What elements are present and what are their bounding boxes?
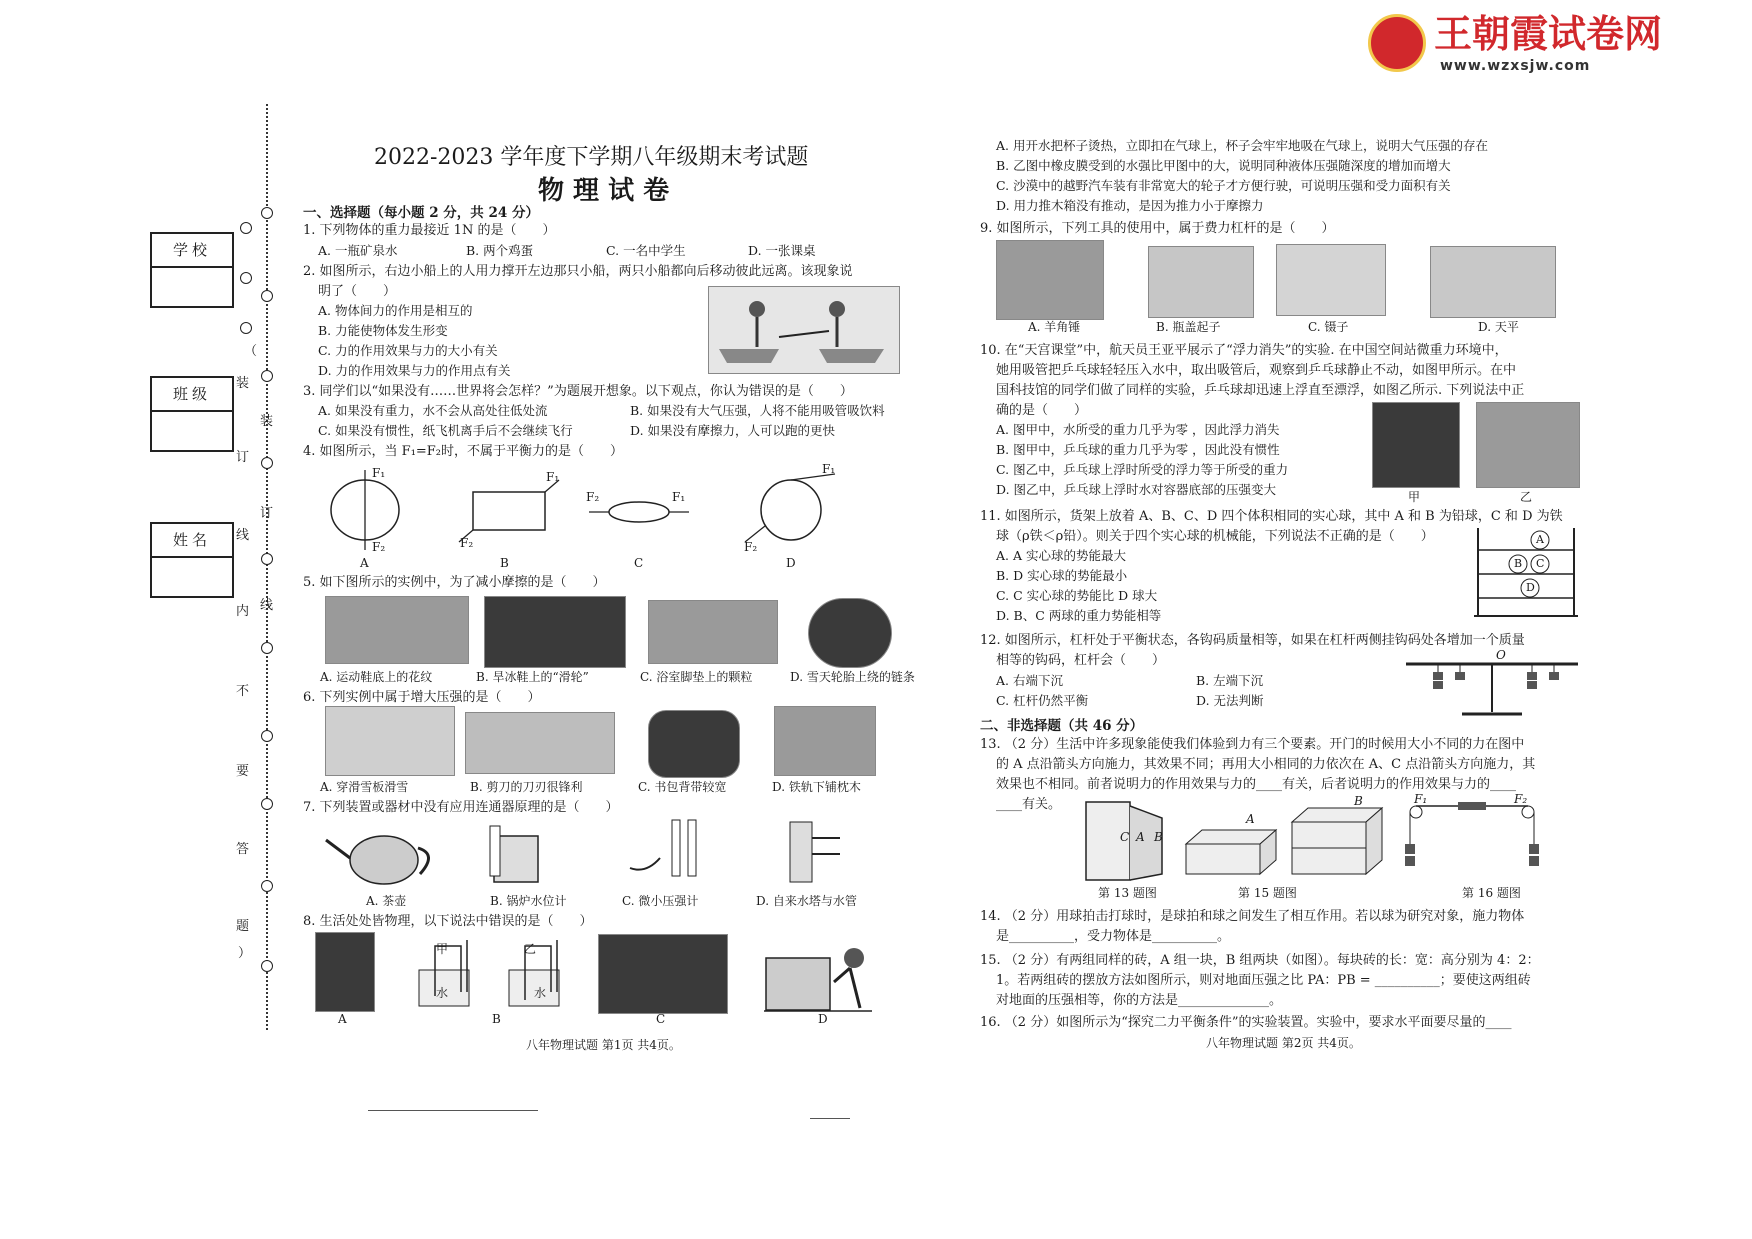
figure-label: 甲 bbox=[436, 942, 449, 956]
photo-caption: C. 浴室脚垫上的颗粒 bbox=[640, 670, 753, 684]
question-stem: ____有关。 bbox=[996, 797, 1062, 812]
force-label: F₂ bbox=[372, 540, 386, 554]
binding-text: ） bbox=[238, 946, 252, 961]
binding-text: 装 bbox=[236, 376, 250, 391]
photo-caption: 乙 bbox=[1520, 490, 1533, 504]
bottle-opener-photo bbox=[1148, 246, 1254, 318]
page-footer: 八年物理试题 第1页 共4页。 bbox=[526, 1038, 681, 1052]
question-stem: 是__________，受力物体是__________。 bbox=[996, 929, 1231, 944]
force-label: F₁ bbox=[1414, 792, 1428, 806]
space-station-photo bbox=[1372, 402, 1460, 488]
figure-caption: 第 16 题图 bbox=[1462, 886, 1521, 900]
figure-label: 水 bbox=[436, 986, 449, 1000]
photo-caption: B. 剪刀的刀刃很锋利 bbox=[470, 780, 583, 794]
school-label: 学校 bbox=[152, 234, 232, 268]
binding-ring bbox=[240, 272, 252, 284]
lever-figure bbox=[1402, 650, 1582, 718]
question-stem: 14. （2 分）用球拍击打球时，是球拍和球之间发生了相互作用。若以球为研究对象，施力物体 bbox=[980, 909, 1525, 924]
binding-text: 线 bbox=[260, 598, 274, 613]
door-label: C bbox=[1120, 830, 1130, 844]
question-stem: 对地面的压强相等，你的方法是______________。 bbox=[996, 993, 1283, 1008]
figure-caption: 第 13 题图 bbox=[1098, 886, 1157, 900]
box-pushing-figure bbox=[764, 934, 874, 1014]
question-stem: 9. 如图所示，下列工具的使用中，属于费力杠杆的是（ ） bbox=[980, 221, 1335, 236]
question-stem: 11. 如图所示，货架上放着 A、B、C、D 四个体积相同的实心球，其中 A 和 B 为铅球，C 和 D 为铁 bbox=[980, 509, 1563, 524]
ball-label: B bbox=[1514, 557, 1523, 570]
option: C. 图乙中，乒乓球上浮时所受的浮力等于所受的重力 bbox=[996, 462, 1289, 477]
device-caption: A. 茶壶 bbox=[366, 894, 407, 908]
pivot-label: O bbox=[1496, 648, 1506, 662]
binding-ring bbox=[261, 207, 273, 219]
question-stem: 5. 如下图所示的实例中，为了减小摩擦的是（ ） bbox=[303, 575, 606, 590]
option: D. 无法判断 bbox=[1196, 693, 1264, 708]
option: C. 如果没有惯性，纸飞机离手后不会继续飞行 bbox=[318, 423, 573, 438]
shelf-figure bbox=[1474, 528, 1578, 618]
binding-ring bbox=[261, 457, 273, 469]
class-label: 班级 bbox=[152, 378, 232, 412]
binding-ring bbox=[240, 222, 252, 234]
binding-ring bbox=[261, 960, 273, 972]
binding-text: （ bbox=[244, 344, 258, 359]
binding-ring bbox=[261, 880, 273, 892]
roller-skate-photo bbox=[484, 596, 626, 668]
offroad-car-photo bbox=[598, 934, 728, 1014]
question-stem: 12. 如图所示，杠杆处于平衡状态，各钩码质量相等，如果在杠杆两侧挂钩码处各增加一个质量 bbox=[980, 633, 1525, 648]
binding-text: 内 bbox=[236, 604, 250, 619]
question-stem: 的 A 点沿箭头方向施力，其效果不同；再用大小相同的力依次在 A、C 点沿箭头方向施力，其 bbox=[996, 757, 1536, 772]
option: C. 沙漠中的越野汽车装有非常宽大的轮子才方便行驶，可说明压强和受力面积有关 bbox=[996, 178, 1451, 193]
figure-label: 水 bbox=[534, 986, 547, 1000]
photo-caption: B. 瓶盖起子 bbox=[1156, 320, 1221, 334]
question-stem: 3. 同学们以“如果没有……世界将会怎样？”为题展开想象。以下观点，你认为错误的是（ ） bbox=[303, 384, 853, 399]
question-stem: 1. 下列物体的重力最接近 1N 的是（ ） bbox=[303, 223, 556, 238]
binding-ring bbox=[261, 798, 273, 810]
tweezers-photo bbox=[1276, 244, 1386, 316]
option: C. C 实心球的势能比 D 球大 bbox=[996, 588, 1158, 603]
binding-ring bbox=[240, 322, 252, 334]
scissors-photo bbox=[465, 712, 615, 774]
claw-hammer-photo bbox=[996, 240, 1104, 320]
binding-ring bbox=[261, 553, 273, 565]
option: B. 力能使物体发生形变 bbox=[318, 323, 448, 338]
device-caption: B. 锅炉水位计 bbox=[490, 894, 567, 908]
option: D. 一张课桌 bbox=[748, 243, 816, 258]
binding-text: 线 bbox=[236, 528, 250, 543]
binding-text: 订 bbox=[260, 506, 274, 521]
bath-mat-photo bbox=[648, 600, 778, 664]
force-diagrams bbox=[315, 462, 855, 560]
photo-caption: A. 运动鞋底上的花纹 bbox=[320, 670, 433, 684]
option: C. 杠杆仍然平衡 bbox=[996, 693, 1089, 708]
option: D. 如果没有摩擦力，人可以跑的更快 bbox=[630, 423, 836, 438]
snow-chain-tire-photo bbox=[808, 598, 892, 668]
force-label: F₂ bbox=[744, 540, 758, 554]
binding-text: 装 bbox=[260, 414, 274, 429]
option: A. 一瓶矿泉水 bbox=[318, 243, 398, 258]
option: A. 物体间力的作用是相互的 bbox=[318, 303, 473, 318]
binding-text: 不 bbox=[236, 684, 250, 699]
binding-text: 答 bbox=[236, 842, 250, 857]
question-stem: 确的是（ ） bbox=[996, 403, 1088, 418]
photo-caption: C. 书包背带较宽 bbox=[638, 780, 727, 794]
question-stem: 4. 如图所示，当 F₁=F₂时，不属于平衡力的是（ ） bbox=[303, 444, 624, 459]
option: B. D 实心球的势能最小 bbox=[996, 568, 1128, 583]
binding-ring bbox=[261, 370, 273, 382]
question-stem: 2. 如图所示，右边小船上的人用力撑开左边那只小船，两只小船都向后移动彼此远离。该现象说 bbox=[303, 264, 853, 279]
option: B. 乙图中橡皮膜受到的水强比甲图中的大，说明同种液体压强随深度的增加而增大 bbox=[996, 158, 1451, 173]
photo-caption: C. 镊子 bbox=[1308, 320, 1349, 334]
door-label: A bbox=[1136, 830, 1145, 844]
logo-name: 王朝霞试卷网 bbox=[1434, 12, 1663, 56]
question-stem: 明了（ ） bbox=[318, 284, 397, 299]
two-force-balance-figure bbox=[1402, 800, 1542, 884]
option: A. 用开水把杯子烫热，立即扣在气球上，杯子会牢牢地吸在气球上，说明大气压强的存在 bbox=[996, 138, 1488, 153]
brick-label: B bbox=[1354, 794, 1363, 808]
force-label: F₁ bbox=[672, 490, 686, 504]
option: D. 用力推木箱没有推动，是因为推力小于摩擦力 bbox=[996, 198, 1264, 213]
binding-text: 订 bbox=[236, 450, 250, 465]
boats-illustration bbox=[708, 286, 900, 374]
school-field[interactable] bbox=[150, 232, 234, 308]
bricks-figure bbox=[1182, 800, 1392, 882]
diagram-caption: D bbox=[786, 556, 796, 570]
question-stem: 相等的钩码，杠杆会（ ） bbox=[996, 653, 1166, 668]
option: B. 图甲中，乒乓球的重力几乎为零 ，因此没有惯性 bbox=[996, 442, 1280, 457]
option: D. B、C 两球的重力势能相等 bbox=[996, 608, 1162, 623]
option: A. 图甲中，水所受的重力几乎为零 ，因此浮力消失 bbox=[996, 422, 1280, 437]
railway-track-photo bbox=[774, 706, 876, 776]
pressure-gauge-figure bbox=[405, 936, 575, 1010]
option: A. 如果没有重力，水不会从高处往低处流 bbox=[318, 403, 548, 418]
ball-label: C bbox=[1536, 557, 1545, 570]
option: B. 如果没有大气压强，人将不能用吸管吸饮料 bbox=[630, 403, 885, 418]
question-stem: 16. （2 分）如图所示为“探究二力平衡条件”的实验装置。实验中，要求水平面要尽量的____ bbox=[980, 1015, 1512, 1030]
device-caption: D. 自来水塔与水管 bbox=[756, 894, 857, 908]
name-label: 姓名 bbox=[152, 524, 232, 558]
diagram-caption: C bbox=[634, 556, 644, 570]
scan-mark bbox=[810, 1118, 850, 1119]
logo bbox=[1368, 12, 1698, 76]
device-caption: C. 微小压强计 bbox=[622, 894, 699, 908]
section-title: 二、非选择题（共 46 分） bbox=[980, 718, 1144, 734]
question-stem: 效果也不相同。前者说明力的作用效果与力的____有关，后者说明力的作用效果与力的____ bbox=[996, 777, 1517, 792]
photo-caption: D bbox=[818, 1012, 828, 1026]
photo-caption: A. 穿滑雪板滑雪 bbox=[320, 780, 409, 794]
balance-scale-photo bbox=[1430, 246, 1556, 318]
force-label: F₁ bbox=[546, 470, 560, 484]
photo-caption: 甲 bbox=[1408, 490, 1421, 504]
binding-text: 要 bbox=[236, 764, 250, 779]
question-stem: 7. 下列装置或器材中没有应用连通器原理的是（ ） bbox=[303, 800, 619, 815]
shoe-sole-photo bbox=[325, 596, 469, 664]
binding-ring bbox=[261, 642, 273, 654]
cup-on-balloon-photo bbox=[315, 932, 375, 1012]
photo-caption: D. 天平 bbox=[1478, 320, 1519, 334]
photo-caption: A bbox=[338, 1012, 347, 1026]
page-footer: 八年物理试题 第2页 共4页。 bbox=[1206, 1036, 1361, 1050]
connected-vessel-devices bbox=[320, 818, 860, 888]
skier-photo bbox=[325, 706, 455, 776]
name-field[interactable] bbox=[150, 522, 234, 598]
question-stem: 她用吸管把乒乓球轻轻压入水中，取出吸管后，观察到乒乓球静止不动，如图甲所示。在中 bbox=[996, 363, 1517, 378]
question-stem: 8. 生活处处皆物理，以下说法中错误的是（ ） bbox=[303, 914, 593, 929]
door-figure bbox=[1082, 800, 1178, 882]
force-label: F₂ bbox=[1514, 792, 1528, 806]
option: A. 右端下沉 bbox=[996, 673, 1063, 688]
photo-caption: B bbox=[492, 1012, 501, 1026]
binding-ring bbox=[261, 290, 273, 302]
option: B. 左端下沉 bbox=[1196, 673, 1264, 688]
question-stem: 6. 下列实例中属于增大压强的是（ ） bbox=[303, 690, 541, 705]
logo-url: www.wzxsjw.com bbox=[1440, 58, 1591, 74]
museum-experiment-photo bbox=[1476, 402, 1580, 488]
force-label: F₂ bbox=[586, 490, 600, 504]
figure-caption: 第 15 题图 bbox=[1238, 886, 1297, 900]
option: C. 力的作用效果与力的大小有关 bbox=[318, 343, 498, 358]
photo-caption: D. 铁轨下铺枕木 bbox=[772, 780, 861, 794]
question-stem: 15. （2 分）有两组同样的砖，A 组一块，B 组两块（如图）。每块砖的长：宽：高分别为 4：2： bbox=[980, 953, 1540, 968]
question-stem: 球（ρ铁＜ρ铅）。则关于四个实心球的机械能，下列说法不正确的是（ ） bbox=[996, 529, 1434, 544]
option: D. 图乙中，乒乓球上浮时水对容器底部的压强变大 bbox=[996, 482, 1277, 497]
question-stem: 国科技馆的同学们做了同样的实验，乒乓球却迅速上浮直至漂浮，如图乙所示. 下列说法中正 bbox=[996, 383, 1525, 398]
section-title: 一、选择题（每小题 2 分，共 24 分） bbox=[303, 205, 539, 221]
class-field[interactable] bbox=[150, 376, 234, 452]
diagram-caption: A bbox=[360, 556, 369, 570]
boats-drawing bbox=[709, 287, 899, 373]
exam-title: 2022-2023 学年度下学期八年级期末考试题 bbox=[374, 145, 809, 170]
photo-caption: C bbox=[656, 1012, 666, 1026]
ball-label: D bbox=[1526, 581, 1535, 594]
figure-label: 乙 bbox=[524, 942, 537, 956]
question-stem: 1。若两组砖的摆放方法如图所示，则对地面压强之比 PA：PB = __________；要使这两组砖 bbox=[996, 973, 1531, 988]
question-stem: 10. 在“天宫课堂”中，航天员王亚平展示了“浮力消失”的实验. 在中国空间站微重力环境中， bbox=[980, 343, 1508, 358]
exam-subtitle: 物 理 试 卷 bbox=[538, 176, 670, 206]
photo-caption: D. 雪天轮胎上绕的链条 bbox=[790, 670, 915, 684]
scan-mark bbox=[368, 1110, 538, 1111]
backpack-photo bbox=[648, 710, 740, 778]
option: B. 两个鸡蛋 bbox=[466, 243, 534, 258]
binding-text: 题 bbox=[236, 919, 250, 934]
binding-ring bbox=[261, 730, 273, 742]
option: A. A 实心球的势能最大 bbox=[996, 548, 1126, 563]
logo-seal-icon bbox=[1368, 14, 1426, 72]
force-label: F₁ bbox=[822, 462, 836, 476]
photo-caption: B. 旱冰鞋上的“滑轮” bbox=[476, 670, 589, 684]
photo-caption: A. 羊角锤 bbox=[1028, 320, 1081, 334]
diagram-caption: B bbox=[500, 556, 509, 570]
option: C. 一名中学生 bbox=[606, 243, 686, 258]
question-stem: 13. （2 分）生活中许多现象能使我们体验到力有三个要素。开门的时候用大小不同的力在图中 bbox=[980, 737, 1525, 752]
brick-label: A bbox=[1246, 812, 1255, 826]
door-label: B bbox=[1154, 830, 1163, 844]
option: D. 力的作用效果与力的作用点有关 bbox=[318, 363, 511, 378]
force-label: F₁ bbox=[372, 466, 386, 480]
force-label: F₂ bbox=[460, 536, 474, 550]
ball-label: A bbox=[1536, 533, 1544, 546]
